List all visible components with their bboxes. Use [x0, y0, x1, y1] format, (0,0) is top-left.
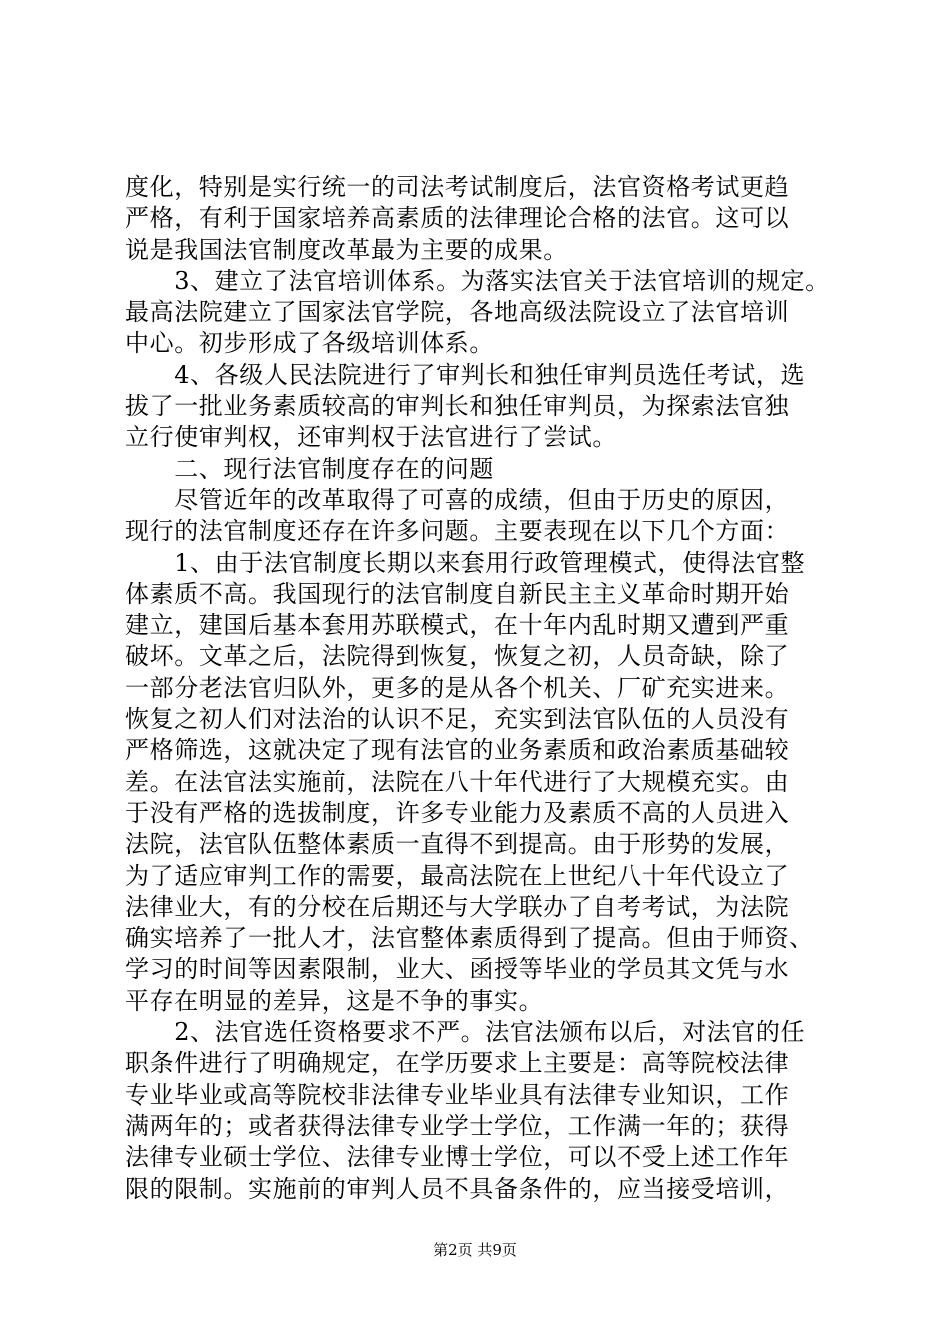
- text-line: 学习的时间等因素限制，业大、函授等毕业的学员其文凭与水: [125, 955, 790, 984]
- text-line: 1、由于法官制度长期以来套用行政管理模式，使得法官整: [125, 548, 806, 577]
- text-line: 立行使审判权，还审判权于法官进行了尝试。: [125, 423, 617, 452]
- text-line: 法律专业硕士学位、法律专业博士学位，可以不受上述工作年: [125, 1143, 790, 1172]
- text-line: 平存在明显的差异，这是不争的事实。: [125, 986, 544, 1015]
- text-line: 体素质不高。我国现行的法官制度自新民主主义革命时期开始: [125, 579, 790, 608]
- text-line: 度化，特别是实行统一的司法考试制度后，法官资格考试更趋: [125, 173, 790, 201]
- text-line: 中心。初步形成了各级培训体系。: [125, 329, 494, 358]
- text-line: 现行的法官制度还存在许多问题。主要表现在以下几个方面：: [125, 517, 790, 546]
- text-line: 于没有严格的选拔制度，许多专业能力及素质不高的人员进入: [125, 798, 790, 827]
- text-line: 最高法院建立了国家法官学院，各地高级法院设立了法官培训: [125, 298, 790, 327]
- text-line: 确实培养了一批人才，法官整体素质得到了提高。但由于师资、: [125, 924, 814, 953]
- text-line: 差。在法官法实施前，法院在八十年代进行了大规模充实。由: [125, 767, 790, 796]
- text-line: 恢复之初人们对法治的认识不足，充实到法官队伍的人员没有: [125, 705, 790, 734]
- text-line: 拔了一批业务素质较高的审判长和独任审判员，为探索法官独: [125, 392, 790, 421]
- text-line: 为了适应审判工作的需要，最高法院在上世纪八十年代设立了: [125, 861, 790, 890]
- text-line: 满两年的；或者获得法律专业学士学位，工作满一年的；获得: [125, 1111, 790, 1140]
- body-text: [125, 172, 865, 1205]
- text-line: 专业毕业或高等院校非法律专业毕业具有法律专业知识，工作: [125, 1080, 790, 1109]
- text-line: 说是我国法官制度改革最为主要的成果。: [125, 235, 568, 264]
- text-line: 一部分老法官归队外，更多的是从各个机关、厂矿充实进来。: [125, 673, 790, 702]
- text-line: 尽管近年的改革取得了可喜的成绩，但由于历史的原因，: [125, 485, 790, 514]
- text-line: 严格筛选，这就决定了现有法官的业务素质和政治素质基础较: [125, 736, 790, 765]
- text-line: 职条件进行了明确规定，在学历要求上主要是：高等院校法律: [125, 1049, 790, 1078]
- text-line: 法律业大，有的分校在后期还与大学联办了自考考试，为法院: [125, 892, 790, 921]
- text-line: 3、建立了法官培训体系。为落实法官关于法官培训的规定。: [125, 266, 830, 295]
- page-footer: 第2页 共9页: [433, 1241, 517, 1259]
- text-line: 法院，法官队伍整体素质一直得不到提高。由于形势的发展，: [125, 830, 790, 859]
- text-line: 4、各级人民法院进行了审判长和独任审判员选任考试，选: [125, 360, 806, 389]
- text-line: 建立，建国后基本套用苏联模式，在十年内乱时期又遭到严重: [125, 611, 790, 640]
- text-line: 二、现行法官制度存在的问题: [125, 454, 494, 483]
- text-line: 严格，有利于国家培养高素质的法律理论合格的法官。这可以: [125, 204, 790, 233]
- text-line: 2、法官选任资格要求不严。法官法颁布以后，对法官的任: [125, 1018, 806, 1047]
- text-line: 破坏。文革之后，法院得到恢复，恢复之初，人员奇缺，除了: [125, 642, 790, 671]
- text-line: 限的限制。实施前的审判人员不具备条件的，应当接受培训，: [125, 1174, 790, 1203]
